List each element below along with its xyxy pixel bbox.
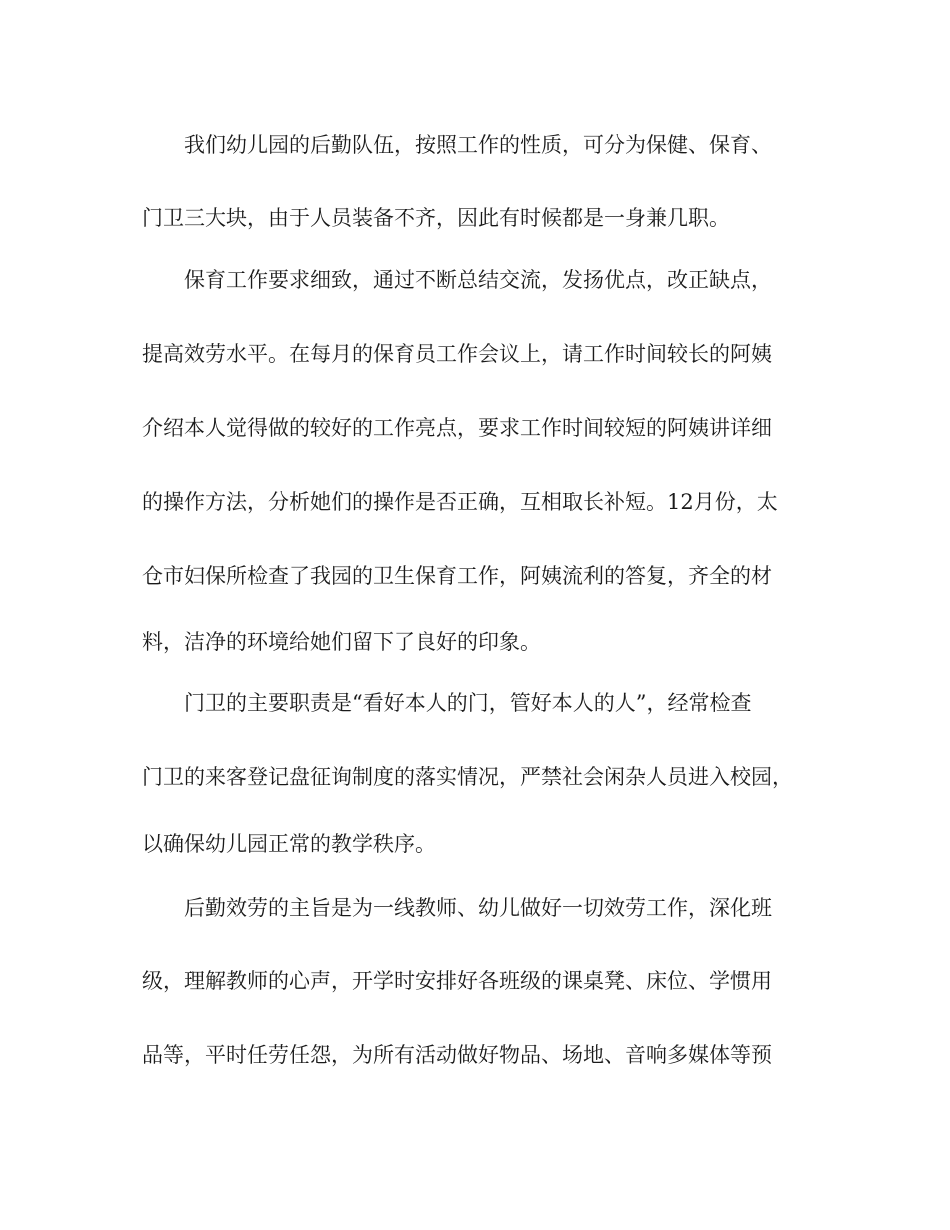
paragraph-3-line-2: 门卫的来客登记盘征询制度的落实情况，严禁社会闲杂人员进入校园， <box>142 765 793 789</box>
paragraph-4-line-2: 级，理解教师的心声，开学时安排好各班级的课桌凳、床位、学惯用 <box>142 969 772 993</box>
paragraph-2-line-1: 保育工作要求细致，通过不断总结交流，发扬优点，改正缺点， <box>184 268 772 292</box>
paragraph-2-line-2: 提高效劳水平。在每月的保育员工作会议上，请工作时间较长的阿姨 <box>142 342 772 366</box>
paragraph-3-line-3: 以确保幼儿园正常的教学秩序。 <box>142 832 436 856</box>
paragraph-4-line-1: 后勤效劳的主旨是为一线教师、幼儿做好一切效劳工作，深化班 <box>184 896 772 920</box>
paragraph-2-line-5: 仓市妇保所检查了我园的卫生保育工作，阿姨流利的答复，齐全的材 <box>142 564 772 588</box>
paragraph-2-line-3: 介绍本人觉得做的较好的工作亮点，要求工作时间较短的阿姨讲详细 <box>142 416 772 440</box>
paragraph-3-line-1: 门卫的主要职责是“看好本人的门，管好本人的人”，经常检查 <box>184 691 752 715</box>
paragraph-1-line-1: 我们幼儿园的后勤队伍，按照工作的性质，可分为保健、保育、 <box>184 133 772 157</box>
paragraph-2-line-6: 料，洁净的环境给她们留下了良好的印象。 <box>142 630 541 654</box>
paragraph-2-line-4: 的操作方法，分析她们的操作是否正确，互相取长补短。12月份，太 <box>142 490 778 514</box>
paragraph-4-line-3: 品等，平时任劳任怨，为所有活动做好物品、场地、音响多媒体等预 <box>142 1043 772 1067</box>
paragraph-1-line-2: 门卫三大块，由于人员装备不齐，因此有时候都是一身兼几职。 <box>142 206 730 230</box>
